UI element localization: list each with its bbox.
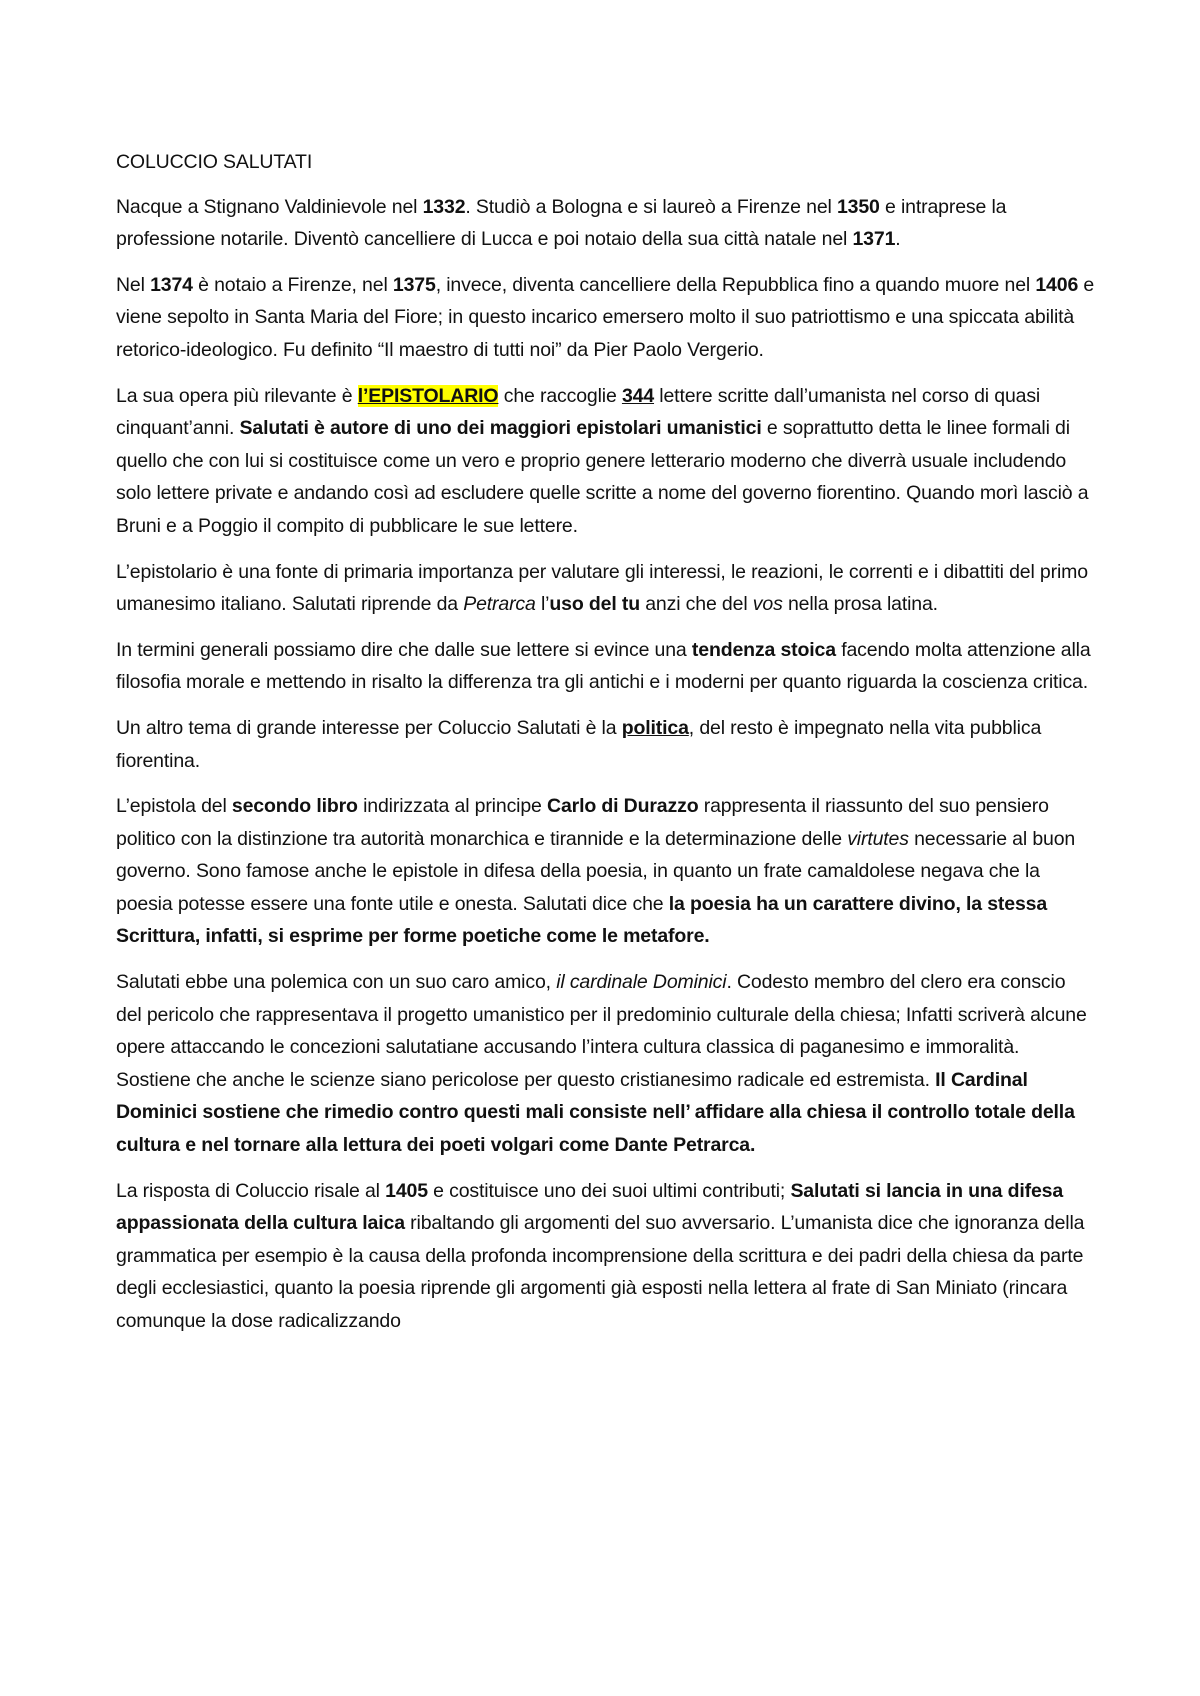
text-run: e viene sepolto in Santa Maria del Fiore; in questo incarico emersero molto il suo patriottismo e una spiccata abilità retorico-ideologico. Fu definito “Il maestro di tutti noi” da Pier Paolo Vergerio. xyxy=(116,273,1095,361)
text-run: Il Cardinal Dominici sostiene che rimedio contro questi mali consiste nell’ affidare alla chiesa il controllo totale della cultura e nel tornare alla lettura dei poeti volgari come Dante Petrarca. xyxy=(116,1068,1075,1157)
text-run: vos xyxy=(752,593,783,616)
text-run: ribaltando gli argomenti del suo avversario. L’umanista dice che ignoranza della grammatica per esempio è la causa della profonda incomprensione della scrittura e dei padri della chiesa da parte degli ecclesiastici, quanto la poesia riprende gli argomenti già esposti nella lettera al frate di San Miniato (rincara comunque la dose radicalizzando xyxy=(116,1212,1085,1332)
text-run: e soprattutto detta le linee formali di quello che con lui si costituisce come un vero e proprio genere letterario moderno che diverrà usuale includendo solo lettere private e andando così ad escludere quelle scritte a nome del governo fiorentino. Quando morì lasciò a Bruni e a Poggio il compito di pubblicare le sue lettere. xyxy=(116,417,1089,537)
text-run: 1350 xyxy=(836,195,880,218)
text-run: anzi che del xyxy=(639,593,753,616)
text-run: , del resto è impegnato nella vita pubblica fiorentina. xyxy=(116,716,1042,772)
text-run: secondo libro xyxy=(231,795,358,818)
text-run: Un altro tema di grande interesse per Coluccio Salutati è la xyxy=(116,716,622,739)
text-run: virtutes xyxy=(847,827,909,850)
text-run: In termini generali possiamo dire che dalle sue lettere si evince una xyxy=(116,638,692,661)
text-run: la poesia ha un carattere divino, la stessa Scrittura, infatti, si esprime per forme poetiche come le metafore. xyxy=(116,892,1048,948)
paragraph xyxy=(116,269,1096,367)
text-run: che raccoglie xyxy=(498,384,622,407)
paragraph xyxy=(116,380,1096,543)
text-run: , invece, diventa cancelliere della Repubblica fino a quando muore nel xyxy=(435,273,1036,296)
text-run: necessarie al buon governo. Sono famose anche le epistole in difesa della poesia, in quanto un frate camaldolese negava che la poesia potesse essere una fonte utile e onesta. Salutati dice che xyxy=(116,827,1076,915)
paragraph-list xyxy=(116,191,1096,1338)
text-run: Nel xyxy=(116,273,151,296)
text-run: nella prosa latina. xyxy=(782,593,938,616)
text-run: Salutati si lancia in una difesa appassionata della cultura laica xyxy=(116,1179,1064,1235)
text-run: Salutati è autore di uno dei maggiori epistolari umanistici xyxy=(239,417,762,440)
highlighted-text: l’EPISTOLARIO xyxy=(357,384,499,407)
text-run: . Codesto membro del clero era conscio del pericolo che rappresentava il progetto umanistico per il predominio culturale della chiesa; Infatti scriverà alcune opere attaccando le concezioni salutatiane accusando l’intera cultura classica di paganesimo e immoralità. Sostiene che anche le scienze siano pericolose per questo cristianesimo radicale ed estremista. xyxy=(116,971,1087,1091)
text-run: il cardinale Dominici xyxy=(556,971,727,994)
text-run: 344 xyxy=(621,384,655,407)
paragraph xyxy=(116,191,1096,256)
text-run: La sua opera più rilevante è xyxy=(116,384,358,407)
text-run: 1371 xyxy=(852,228,896,251)
text-run: politica xyxy=(621,716,689,739)
text-run: Petrarca xyxy=(463,593,536,616)
text-run: 1405 xyxy=(385,1179,428,1202)
text-run: 1332 xyxy=(422,195,466,218)
document-title: COLUCCIO SALUTATI xyxy=(116,151,313,173)
text-run: e intraprese la professione notarile. Diventò cancelliere di Lucca e poi notaio della sua città natale nel xyxy=(116,195,1007,251)
text-run: è notaio a Firenze, nel xyxy=(192,273,393,296)
text-run: tendenza stoica xyxy=(691,638,836,661)
text-run: . Studiò a Bologna e si laureò a Firenze nel xyxy=(465,195,837,218)
text-run: lettere scritte dall’umanista nel corso di quasi cinquant’anni. xyxy=(116,384,1041,440)
paragraph xyxy=(116,966,1096,1162)
text-run: . xyxy=(895,228,901,251)
text-run: l’ xyxy=(535,593,550,616)
text-run: L’epistola del xyxy=(116,795,232,818)
text-run: Carlo di Durazzo xyxy=(547,795,699,818)
text-run: Nacque a Stignano Valdinievole nel xyxy=(116,195,423,218)
text-run: Salutati ebbe una polemica con un suo caro amico, xyxy=(116,971,557,994)
text-run: rappresenta il riassunto del suo pensiero politico con la distinzione tra autorità monarchica e tirannide e la determinazione delle xyxy=(116,795,1049,850)
text-run: e costituisce uno dei suoi ultimi contributi; xyxy=(427,1179,791,1202)
text-run: La risposta di Coluccio risale al xyxy=(116,1179,386,1202)
document-body xyxy=(116,146,1096,1351)
text-run: uso del tu xyxy=(549,593,640,616)
text-run: 1406 xyxy=(1035,273,1079,296)
paragraph xyxy=(116,1175,1096,1338)
text-run: indirizzata al principe xyxy=(357,795,548,818)
text-run: 1375 xyxy=(392,273,436,296)
paragraph xyxy=(116,790,1096,953)
text-run: 1374 xyxy=(150,273,193,296)
paragraph xyxy=(116,712,1096,777)
text-run: facendo molta attenzione alla filosofia morale e mettendo in risalto la differenza tra gli antichi e i moderni per quanto riguarda la coscienza critica. xyxy=(116,638,1091,694)
paragraph xyxy=(116,556,1096,621)
text-run: L’epistolario è una fonte di primaria importanza per valutare gli interessi, le reazioni, le correnti e i dibattiti del primo umanesimo italiano. Salutati riprende da xyxy=(116,560,1088,616)
paragraph xyxy=(116,634,1096,699)
